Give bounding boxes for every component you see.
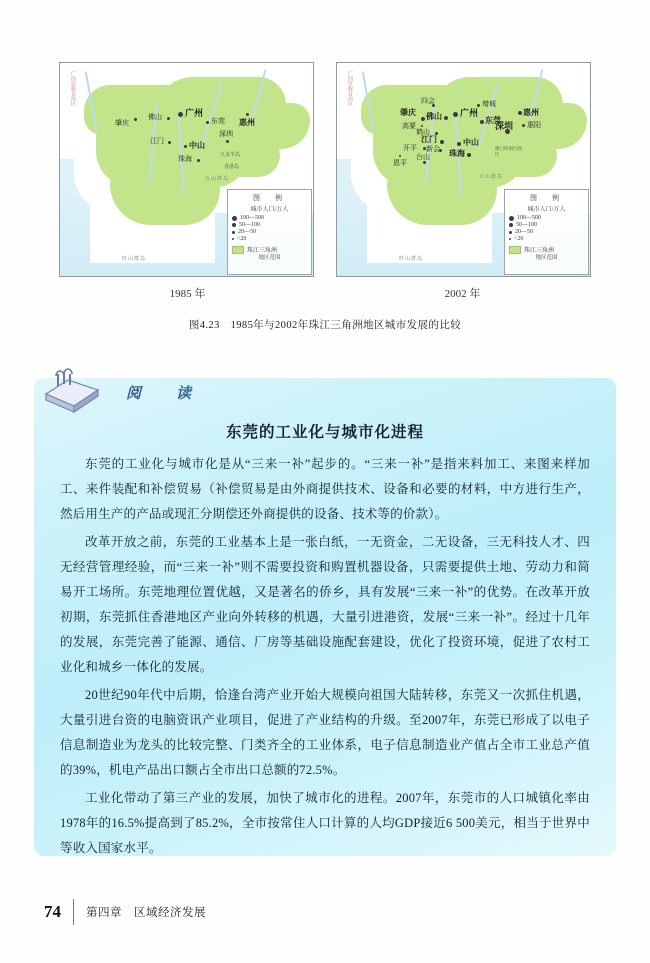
legend-title: 图 例 [530,194,563,202]
city-label-dongguan: 东莞 [485,116,501,125]
city-label-guangzhou: 广州 [185,108,204,118]
city-dot [453,112,458,117]
city-label-shenzhen: 深圳 [495,121,514,131]
legend-row [509,229,584,235]
legend-row [232,222,307,228]
city-label-foshan: 佛山 [426,112,442,121]
city-dot [167,117,170,120]
reading-box [34,378,616,856]
city-dot [399,155,401,157]
article-paragraph: 工业化带动了第三产业的发展，加快了城市化的进程。2007年，东莞市的人口城镇化率由1978年的16.5%提高到了85.2%，全市按常住人口计算的人均GDP接近6 500美元，相当于世界中等收入国家水平。 [60,791,590,855]
reading-label: 阅 读 [126,386,202,402]
annotation-wanshan-islands: 万山群岛 [479,175,504,180]
article-paragraph: 东莞的工业化与城市化是从“三来一补”起步的。“三来一补”是指来料加工、来图来样加工、来件装配和补偿贸易（补偿贸易是由外商提供技术、设备和必要的材料，中方进行生产，然后用生产的产品或现汇分期偿还外商提供的设备、技术等的价款）。 [60,457,590,521]
legend-dot-icon [509,223,513,227]
city-label-foshan: 佛山 [148,113,162,121]
city-dot [444,116,448,120]
legend-area-swatch [509,246,521,254]
city-label-zhongshan: 中山 [463,138,479,147]
city-label-zhaoqing: 肇庆 [400,108,416,117]
legend-row-area [509,245,584,254]
legend-range: <20 [237,236,247,242]
delta-region [202,135,280,177]
legend-range: 20—50 [515,229,533,235]
legend-range: 20—50 [238,229,256,235]
legend-range: 50—100 [516,222,537,228]
legend-area-label: 珠江三角洲 [524,248,555,254]
city-label-gaoyao: 高要 [402,122,416,130]
chapter-title: 第四章 区域经济发展 [86,907,206,919]
map-year-labels [0,285,650,301]
city-label-zengcheng: 增城 [482,100,496,108]
city-label-jiangmen: 江门 [150,137,164,145]
city-label-jiangmen: 江门 [421,135,437,144]
city-dot [184,145,187,148]
city-label-shenzhen: 深圳 [219,130,233,138]
city-label-huizhou: 惠州 [239,118,255,127]
city-label-heshan: 鹤山 [416,128,430,136]
province-label: 广西壮族自治区 [70,71,75,106]
article-paragraph: 20世纪90年代中后期，恰逢台湾产业开始大规模向祖国大陆转移，东莞又一次抓住机遇，大量引进台资的电脑资讯产业项目，促进了产业结构的升级。至2007年，东莞已形成了以电子信息制造业为龙头的比较完整、门类齐全的工业体系，电子信息制造业产值占全市工业总产值的39%，机电产品出口额占全市出口总额的72.5%。 [60,688,590,777]
city-dot [477,104,480,107]
city-dot [134,118,137,121]
article-paragraph: 改革开放之前，东莞的工业基本上是一张白纸，一无资金，二无设备，三无科技人才、四无经营管理经验，而“三来一补”则不需要投资和购置机器设备，只需要提供土地、劳动力和简易开工场所。东莞地理位置优越，又是著名的侨乡，具有发展“三来一补”的优势。在改革开放初期，东莞抓住香港地区产业向外转移的机遇，大量引进港资，发展“三来一补”。经过十几年的发展，东莞完善了能源、通信、厂房等基础设施配套建设，优化了投资环境，促进了农村工业化和城乡一体化的发展。 [60,535,590,674]
legend-range: 50—100 [239,222,260,228]
city-dot [226,140,229,143]
page-footer [44,899,206,925]
city-label-enping: 恩平 [393,159,407,167]
page-number: 74 [44,902,61,921]
map-legend [227,189,312,275]
city-dot [440,140,444,144]
city-dot [197,159,200,162]
maps-row [0,62,650,277]
legend-dot-icon [232,216,237,221]
city-label-taishan: 台山 [416,153,430,161]
city-label-dongguan: 东莞 [211,117,225,125]
article-body [34,442,616,861]
city-label-zhaoqing: 肇庆 [115,119,129,127]
city-dot [246,113,249,116]
legend-area-label-2: 地区范围 [535,255,558,261]
annotation-wangshan-islands: 旺山群岛 [122,257,147,262]
city-label-guangzhou: 广州 [460,108,479,118]
city-label-xinhui: 新会 [426,145,440,153]
legend-range: <20 [514,236,524,242]
legend-row [232,236,307,242]
city-dot [421,117,425,121]
legend-area-swatch [232,246,244,254]
legend-dot-icon [509,231,512,234]
annotation-wangshan-islands: 旺山群岛 [399,257,424,262]
legend-area-label-2: 地区范围 [258,255,281,261]
figure-4-23 [0,62,650,332]
city-dot [480,120,484,124]
city-dot [467,153,471,157]
legend-row [232,229,307,235]
open-book-icon [40,364,104,416]
legend-range: 100—500 [517,215,541,221]
city-label-zhuhai: 珠海 [449,149,465,158]
city-label-zhuhai: 珠海 [178,155,192,163]
city-label-sihui: 四会 [421,97,435,105]
city-dot [168,141,171,144]
article-title: 东莞的工业化与城市化进程 [225,424,424,441]
legend-subtitle: 城市人口/万人 [527,207,566,213]
legend-title: 图 例 [253,194,286,202]
legend-subtitle: 城市人口/万人 [250,207,289,213]
footer-divider [73,899,74,925]
city-label-zhongshan: 中山 [189,141,205,150]
reading-header [34,378,616,422]
city-dot [423,147,426,150]
legend-row-area [232,245,307,254]
legend-area-label: 珠江三角洲 [247,248,278,254]
annotation-macau-sar: 澳门特别行政区 [495,146,522,157]
legend-dot-icon [232,238,234,240]
legend-row [232,215,307,221]
legend-row [509,215,584,221]
city-dot [178,112,183,117]
city-dot [522,124,525,127]
figure-caption: 图4.23 1985年与2002年珠江三角洲地区城市发展的比较 [188,320,462,331]
annotation-wanshan-islands: 万山群岛 [205,177,230,182]
map-2002 [336,62,591,277]
annotation-hongkong-island: 香港岛 [224,165,240,170]
province-label: 广西壮族自治区 [347,71,352,106]
city-label-huiyang: 惠阳 [527,121,541,129]
legend-dot-icon [509,216,514,221]
map-year-1985: 1985 年 [169,288,206,300]
legend-row [509,222,584,228]
legend-row [509,236,584,242]
map-1985 [59,62,314,277]
legend-dot-icon [232,223,236,227]
map-legend [504,189,589,275]
legend-dot-icon [232,231,235,234]
legend-range: 100—500 [240,215,264,221]
city-label-kaiping: 开平 [403,144,417,152]
annotation-kowloon: 九龙半岛 [220,153,241,158]
city-label-huizhou: 惠州 [523,108,539,117]
map-year-2002: 2002 年 [444,288,481,300]
legend-dot-icon [509,238,511,240]
city-dot [457,142,461,146]
city-dot [518,111,522,115]
city-dot [206,121,209,124]
